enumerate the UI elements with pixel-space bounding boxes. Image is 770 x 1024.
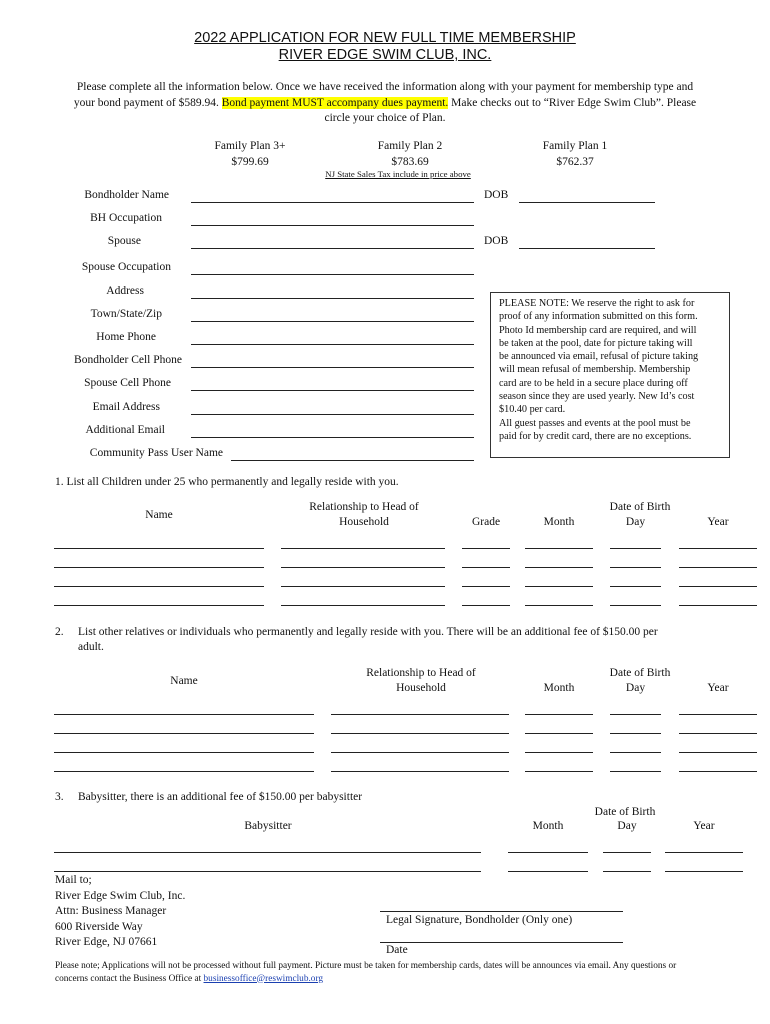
signature-label: Legal Signature, Bondholder (Only one) <box>386 914 573 926</box>
col-relationship-line1: Relationship to Head of <box>366 667 476 679</box>
mail-line: Mail to; <box>55 874 92 886</box>
col-relationship-line1: Relationship to Head of <box>309 501 419 513</box>
club-name: RIVER EDGE SWIM CLUB, INC. <box>278 47 492 63</box>
date-label: Date <box>386 944 408 956</box>
child-month-field[interactable] <box>525 605 593 606</box>
plan-price: $783.69 <box>391 155 429 168</box>
child-year-field[interactable] <box>679 548 757 549</box>
footer-line-2-pre: concerns contact the Business Office at <box>55 973 204 984</box>
notice-line: paid for by credit card, there are no exceptions. <box>499 430 692 442</box>
plan-option-3plus[interactable] <box>190 139 310 170</box>
bondholder-name-field[interactable] <box>191 202 474 203</box>
relative-relationship-field[interactable] <box>331 714 509 715</box>
notice-line: $10.40 per card. <box>499 404 566 416</box>
relative-day-field[interactable] <box>610 733 661 734</box>
col-relationship-line2: Household <box>339 516 389 528</box>
babysitter-name-field[interactable] <box>54 871 481 872</box>
additional-email-field[interactable] <box>191 437 474 438</box>
field-label-additional-email: Additional Email <box>85 424 165 436</box>
field-label-bondholder-cell: Bondholder Cell Phone <box>74 354 182 366</box>
col-date-of-birth: Date of Birth <box>609 667 671 679</box>
col-day: Day <box>625 516 646 528</box>
child-day-field[interactable] <box>610 586 661 587</box>
col-grade: Grade <box>471 516 501 528</box>
relative-month-field[interactable] <box>525 771 593 772</box>
relative-day-field[interactable] <box>610 771 661 772</box>
relative-year-field[interactable] <box>679 752 757 753</box>
child-month-field[interactable] <box>525 586 593 587</box>
notice-line: PLEASE NOTE: We reserve the right to ask for <box>499 298 695 309</box>
relative-name-field[interactable] <box>54 733 314 734</box>
child-relationship-field[interactable] <box>281 586 445 587</box>
col-year: Year <box>707 682 729 694</box>
spouse-occupation-field[interactable] <box>191 274 474 275</box>
child-grade-field[interactable] <box>462 586 510 587</box>
bondholder-dob-field[interactable] <box>519 202 655 203</box>
babysitter-year-field[interactable] <box>665 852 743 853</box>
relative-relationship-field[interactable] <box>331 771 509 772</box>
intro-line-2 <box>40 96 730 112</box>
field-label-bondholder-name: Bondholder Name <box>84 189 169 201</box>
child-relationship-field[interactable] <box>281 548 445 549</box>
field-label-home-phone: Home Phone <box>96 331 156 343</box>
notice-line: will mean refusal of membership. Membership <box>499 364 691 376</box>
col-date-of-birth: Date of Birth <box>609 501 671 513</box>
section-2-number: 2. <box>55 626 64 638</box>
col-name: Name <box>145 509 173 521</box>
field-label-town-state-zip: Town/State/Zip <box>90 308 162 320</box>
notice-line: be taken at the pool, date for picture taking will <box>499 337 693 349</box>
relative-year-field[interactable] <box>679 733 757 734</box>
relative-name-field[interactable] <box>54 752 314 753</box>
babysitter-month-field[interactable] <box>508 852 588 853</box>
notice-line: All guest passes and events at the pool must be <box>499 417 691 429</box>
spouse-cell-field[interactable] <box>191 390 474 391</box>
babysitter-day-field[interactable] <box>603 852 651 853</box>
child-relationship-field[interactable] <box>281 567 445 568</box>
plan-name: Family Plan 2 <box>377 140 443 152</box>
bh-occupation-field[interactable] <box>191 225 474 226</box>
dob-label: DOB <box>484 189 509 201</box>
notice-box <box>490 292 730 458</box>
relative-relationship-field[interactable] <box>331 733 509 734</box>
notice-line: card are to be held in a secure place during off <box>499 377 688 389</box>
field-label-address: Address <box>106 285 144 297</box>
signature-field[interactable] <box>380 911 623 912</box>
footer-line-2 <box>55 973 755 986</box>
mail-line: River Edge Swim Club, Inc. <box>55 889 186 902</box>
plan-name: Family Plan 1 <box>542 140 608 152</box>
col-year: Year <box>693 820 715 832</box>
field-label-spouse-occupation: Spouse Occupation <box>81 261 171 273</box>
relative-year-field[interactable] <box>679 771 757 772</box>
field-label-spouse: Spouse <box>107 235 141 247</box>
babysitter-month-field[interactable] <box>508 871 588 872</box>
child-grade-field[interactable] <box>462 548 510 549</box>
plan-price: $762.37 <box>556 155 594 168</box>
intro-line-3: circle your choice of Plan. <box>324 112 446 124</box>
field-label-community-pass: Community Pass User Name <box>89 447 223 459</box>
relative-month-field[interactable] <box>525 752 593 753</box>
col-babysitter: Babysitter <box>244 820 292 832</box>
signature-date-field[interactable] <box>380 942 623 943</box>
plan-option-1[interactable] <box>515 139 635 170</box>
field-label-bh-occupation: BH Occupation <box>90 212 162 224</box>
babysitter-name-field[interactable] <box>54 852 481 853</box>
col-day: Day <box>625 682 646 694</box>
notice-line: proof of any information submitted on this form. <box>499 311 698 323</box>
col-name: Name <box>170 675 198 687</box>
child-day-field[interactable] <box>610 605 661 606</box>
child-name-field[interactable] <box>54 605 264 606</box>
col-year: Year <box>707 516 729 528</box>
plan-option-2[interactable] <box>350 139 470 170</box>
section-2-heading-line2: adult. <box>78 641 104 653</box>
footer-line-1: Please note; Applications will not be processed without full payment. Picture must be taken for membership cards, dates will be announces via email. Any questions or <box>55 961 677 971</box>
notice-line: Photo Id membership card are required, and will <box>499 324 697 336</box>
footer-note <box>55 960 755 985</box>
relative-day-field[interactable] <box>610 714 661 715</box>
section-3-heading: Babysitter, there is an additional fee of $150.00 per babysitter <box>78 791 363 803</box>
plan-price: $799.69 <box>231 155 269 168</box>
mail-line: 600 Riverside Way <box>55 920 143 933</box>
section-3-number: 3. <box>55 791 64 803</box>
col-date-of-birth: Date of Birth <box>594 806 656 818</box>
field-label-spouse-cell: Spouse Cell Phone <box>84 377 171 389</box>
babysitter-day-field[interactable] <box>603 871 651 872</box>
child-year-field[interactable] <box>679 605 757 606</box>
spouse-name-field[interactable] <box>191 248 474 249</box>
mail-line: Attn: Business Manager <box>55 905 167 917</box>
relative-name-field[interactable] <box>54 714 314 715</box>
section-1-heading: 1. List all Children under 25 who permanently and legally reside with you. <box>55 476 399 488</box>
business-office-email-link[interactable]: businessoffice@reswimclub.org <box>203 973 324 984</box>
col-month: Month <box>532 820 564 832</box>
home-phone-field[interactable] <box>191 344 474 345</box>
notice-line: season since they are used yearly. New Id’s cost <box>499 391 695 403</box>
child-grade-field[interactable] <box>462 567 510 568</box>
child-name-field[interactable] <box>54 586 264 587</box>
child-year-field[interactable] <box>679 567 757 568</box>
relative-day-field[interactable] <box>610 752 661 753</box>
mailing-address <box>55 873 255 951</box>
form-title: 2022 APPLICATION FOR NEW FULL TIME MEMBERSHIP <box>194 30 576 46</box>
col-relationship-line2: Household <box>396 682 446 694</box>
address-field[interactable] <box>191 298 474 299</box>
intro-line-2-post: Make checks out to “River Edge Swim Club”. Please <box>448 96 697 109</box>
child-year-field[interactable] <box>679 586 757 587</box>
relative-year-field[interactable] <box>679 714 757 715</box>
relative-relationship-field[interactable] <box>331 752 509 753</box>
dob-label: DOB <box>484 235 509 247</box>
section-2-heading-line1: List other relatives or individuals who permanently and legally reside with you. There will be an additional fee of $150.00 per <box>78 626 658 638</box>
bond-highlight: Bond payment MUST accompany dues payment. <box>221 96 449 109</box>
child-day-field[interactable] <box>610 548 661 549</box>
bondholder-cell-field[interactable] <box>191 367 474 368</box>
tax-note: NJ State Sales Tax include in price above <box>325 169 471 179</box>
col-month: Month <box>543 516 575 528</box>
field-label-email: Email Address <box>92 401 160 413</box>
intro-line-1: Please complete all the information below. Once we have received the information along with your payment for membership type and <box>76 81 694 93</box>
intro-line-2-pre: your bond payment of $589.94. <box>73 96 222 109</box>
relative-name-field[interactable] <box>54 771 314 772</box>
town-state-zip-field[interactable] <box>191 321 474 322</box>
child-name-field[interactable] <box>54 548 264 549</box>
child-month-field[interactable] <box>525 567 593 568</box>
babysitter-year-field[interactable] <box>665 871 743 872</box>
community-pass-field[interactable] <box>231 460 474 461</box>
email-field[interactable] <box>191 414 474 415</box>
plan-name: Family Plan 3+ <box>214 140 286 152</box>
intro-paragraph <box>40 80 730 127</box>
relative-month-field[interactable] <box>525 714 593 715</box>
notice-line: be announced via email, refusal of picture taking <box>499 351 699 363</box>
col-day: Day <box>617 820 637 832</box>
child-name-field[interactable] <box>54 567 264 568</box>
child-relationship-field[interactable] <box>281 605 445 606</box>
mail-line: River Edge, NJ 07661 <box>55 936 158 948</box>
relative-month-field[interactable] <box>525 733 593 734</box>
child-day-field[interactable] <box>610 567 661 568</box>
spouse-dob-field[interactable] <box>519 248 655 249</box>
child-grade-field[interactable] <box>462 605 510 606</box>
col-month: Month <box>543 682 575 694</box>
child-month-field[interactable] <box>525 548 593 549</box>
